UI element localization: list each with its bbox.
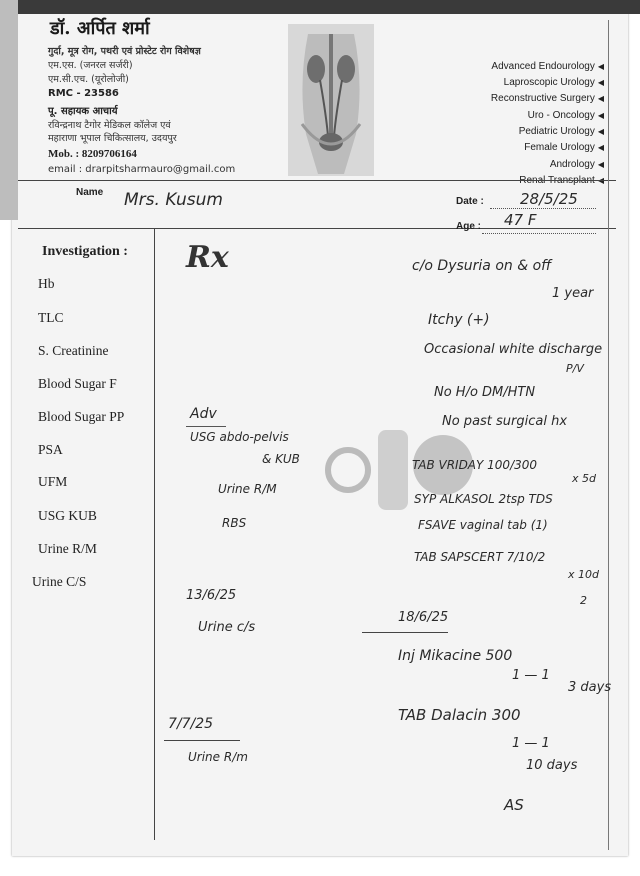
- column-divider: [154, 228, 155, 840]
- handwritten-followup-note: Urine c/s: [198, 620, 256, 635]
- handwritten-followup-note: 1 — 1: [512, 668, 550, 683]
- investigation-item: Blood Sugar F: [38, 376, 117, 391]
- handwritten-medication: x 5d: [572, 472, 596, 485]
- handwritten-complaint: Occasional white discharge: [424, 342, 603, 357]
- handwritten-complaint: No H/o DM/HTN: [434, 385, 536, 400]
- specialty-item: Uro - Oncology ◀: [527, 110, 604, 121]
- triangle-left-icon: ◀: [597, 111, 604, 120]
- specialty-item: Renal Transplant ◀: [519, 175, 604, 186]
- age-dotted-line: [482, 233, 596, 234]
- investigation-item: TLC: [38, 310, 64, 325]
- handwritten-advice: RBS: [222, 516, 247, 530]
- header-divider: [18, 180, 616, 181]
- scan-left-edge: [0, 0, 18, 220]
- patient-name-value: Mrs. Kusum: [124, 190, 223, 210]
- handwritten-followup-note: 1 — 1: [512, 736, 550, 751]
- handwritten-medication: TAB SAPSCERT 7/10/2: [414, 550, 546, 564]
- handwritten-complaint: 1 year: [552, 286, 594, 301]
- date-dotted-line: [490, 208, 596, 209]
- triangle-left-icon: ◀: [597, 62, 604, 71]
- handwritten-advice-title: Adv: [190, 406, 217, 422]
- specialty-item: Reconstructive Surgery ◀: [490, 93, 604, 104]
- handwritten-advice: USG abdo-pelvis: [190, 430, 289, 444]
- doctor-name: डॉ. अर्पित शर्मा: [50, 18, 150, 39]
- handwritten-complaint: c/o Dysuria on & off: [412, 258, 552, 274]
- handwritten-medication: FSAVE vaginal tab (1): [418, 518, 548, 532]
- stamp-smudge-illustration: [318, 420, 478, 530]
- investigation-item: S. Creatinine: [38, 343, 109, 358]
- handwritten-complaint: No past surgical hx: [442, 414, 568, 429]
- handwritten-signature: AS: [504, 796, 524, 814]
- investigation-item: Urine C/S: [32, 574, 87, 589]
- investigation-item: Blood Sugar PP: [38, 409, 125, 424]
- page-right-border: [608, 20, 609, 850]
- triangle-left-icon: ◀: [597, 78, 604, 87]
- rmc-number: RMC - 23586: [48, 88, 119, 99]
- age-value: 47 F: [504, 211, 537, 229]
- handwritten-complaint: Itchy (+): [428, 312, 490, 328]
- handwritten-followup-date: 13/6/25: [186, 588, 237, 603]
- handwritten-medication: 2: [580, 594, 587, 607]
- handwritten-followup-note: 3 days: [568, 680, 612, 695]
- handwritten-medication: x 10d: [568, 568, 599, 581]
- handwritten-advice: & KUB: [262, 452, 300, 466]
- investigation-item: USG KUB: [38, 508, 97, 523]
- investigation-item: PSA: [38, 442, 63, 457]
- rx-symbol: Rx: [186, 240, 229, 275]
- specialty-item: Andrology ◀: [549, 159, 604, 170]
- triangle-left-icon: ◀: [597, 143, 604, 152]
- handwritten-followup-note: 10 days: [526, 758, 578, 773]
- handwritten-advice: Urine R/M: [218, 482, 277, 496]
- mobile-number: Mob. : 8209706164: [48, 148, 137, 160]
- handwritten-followup-note: Urine R/m: [188, 750, 248, 764]
- handwritten-followup-note: Inj Mikacine 500: [398, 648, 513, 664]
- triangle-left-icon: ◀: [597, 127, 604, 136]
- email-address: email : drarpitsharmauro@gmail.com: [48, 164, 236, 175]
- specialty-item: Pediatric Urology ◀: [518, 126, 604, 137]
- college-line-1: रविन्द्रनाथ टैगोर मेडिकल कॉलेज एवं: [48, 120, 171, 131]
- specialty-item: Laproscopic Urology ◀: [503, 77, 604, 88]
- degree-mch: एम.सी.एच. (यूरोलोजी): [48, 74, 129, 85]
- handwritten-complaint: P/V: [566, 362, 584, 375]
- investigation-item: Urine R/M: [38, 541, 97, 556]
- handwritten-followup-date: 7/7/25: [168, 716, 214, 732]
- college-line-2: महाराणा भूपाल चिकित्सालय, उदयपुर: [48, 133, 177, 144]
- specialty-item: Advanced Endourology ◀: [491, 61, 604, 72]
- specialty-item: Female Urology ◀: [524, 142, 604, 153]
- investigation-item: UFM: [38, 474, 68, 489]
- handwritten-followup-date: 18/6/25: [398, 610, 449, 625]
- doctor-position: पू. सहायक आचार्य: [48, 106, 118, 117]
- triangle-left-icon: ◀: [597, 94, 604, 103]
- urinary-anatomy-illustration: [288, 24, 374, 176]
- scan-top-edge: [0, 0, 640, 14]
- followup-underline: [164, 740, 240, 741]
- investigation-item: Hb: [38, 276, 55, 291]
- investigation-title: Investigation :: [42, 244, 128, 259]
- advice-underline: [186, 426, 226, 427]
- date-value: 28/5/25: [520, 190, 578, 208]
- degree-ms: एम.एस. (जनरल सर्जरी): [48, 60, 133, 71]
- name-label: Name: [76, 187, 104, 198]
- triangle-left-icon: ◀: [597, 160, 604, 169]
- triangle-left-icon: ◀: [597, 176, 604, 185]
- doctor-specialty: गुर्दा, मूत्र रोग, पथरी एवं प्रोस्टेट रोग विशेषज्ञ: [48, 46, 201, 57]
- handwritten-medication: TAB VRIDAY 100/300: [412, 458, 538, 472]
- date-label: Date :: [456, 196, 484, 207]
- followup-underline: [362, 632, 448, 633]
- handwritten-followup-note: TAB Dalacin 300: [398, 706, 521, 724]
- handwritten-medication: SYP ALKASOL 2tsp TDS: [414, 492, 553, 506]
- age-label: Age :: [456, 221, 481, 232]
